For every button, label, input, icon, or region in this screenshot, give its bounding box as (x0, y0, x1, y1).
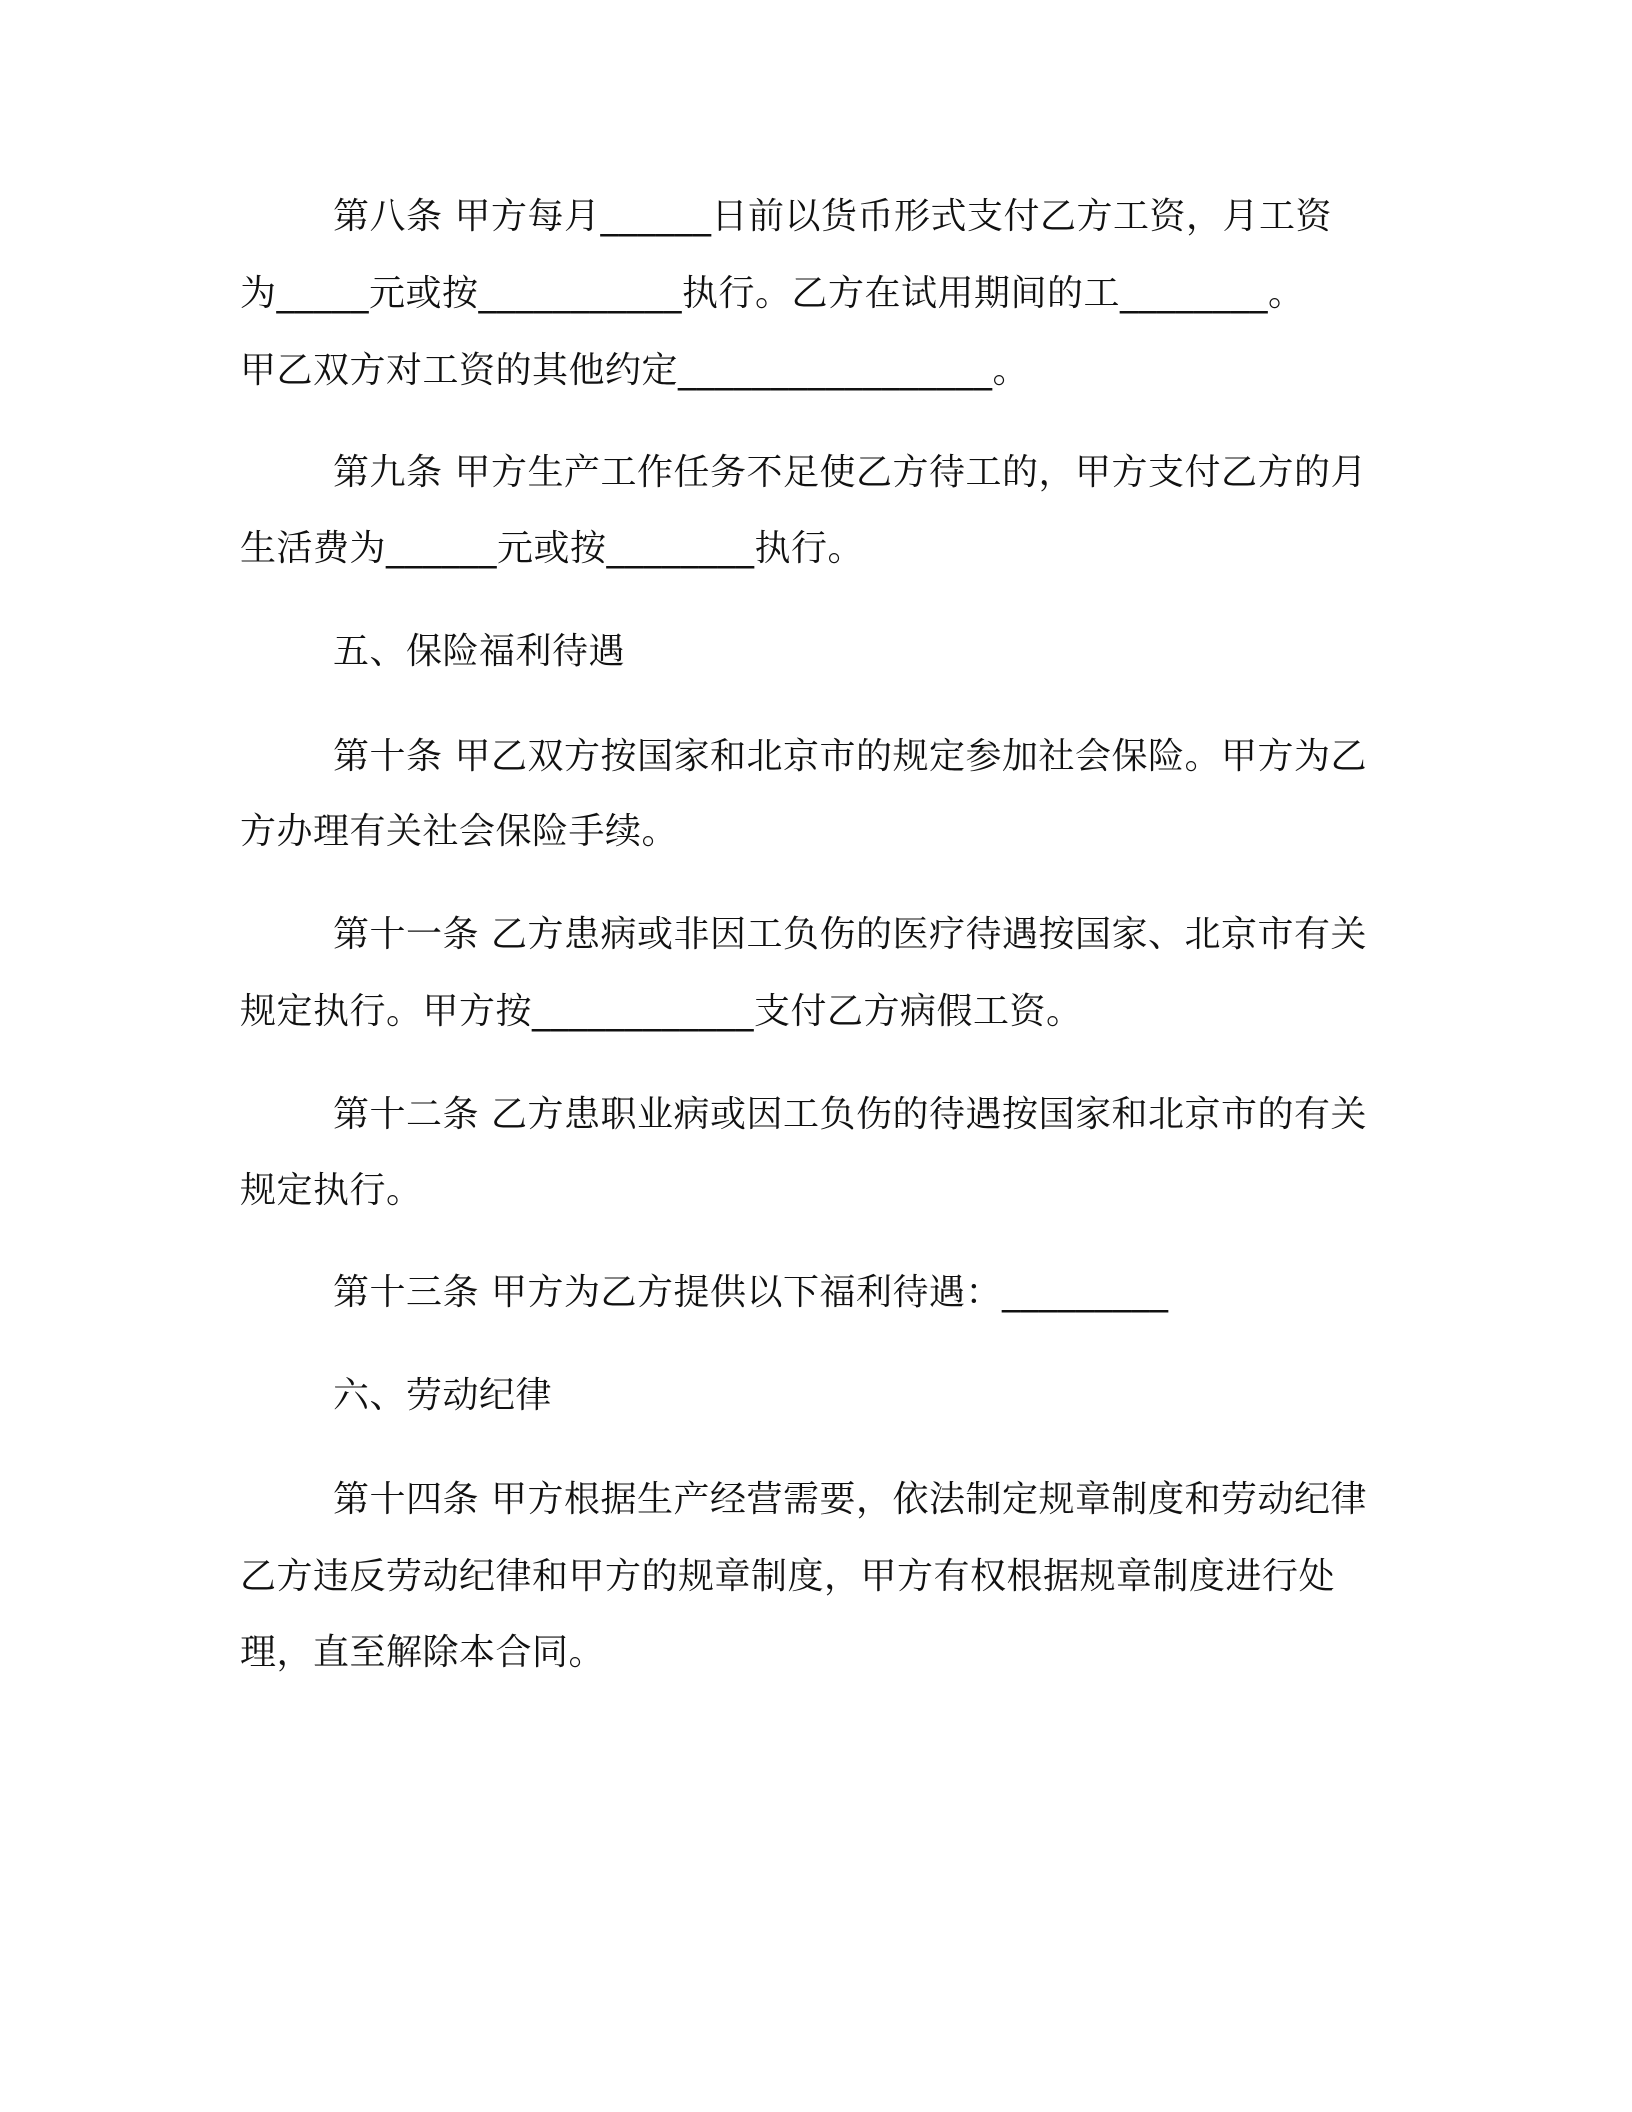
article-12-line-2: 规定执行。 (240, 1170, 423, 1211)
section-5-heading: 五、保险福利待遇 (333, 631, 626, 672)
article-12-line-1: 第十二条 乙方患职业病或因工负伤的待遇按国家和北京市的有关 (333, 1094, 1367, 1135)
article-8-line-3: 甲乙双方对工资的其他约定_________________。 (240, 350, 1030, 391)
article-14-line-1: 第十四条 甲方根据生产经营需要，依法制定规章制度和劳动纪律 (333, 1479, 1367, 1520)
article-14-line-2: 乙方违反劳动纪律和甲方的规章制度，甲方有权根据规章制度进行处 (240, 1556, 1336, 1597)
article-10-line-1: 第十条 甲乙双方按国家和北京市的规定参加社会保险。甲方为乙 (333, 736, 1367, 777)
article-8-line-2: 为_____元或按___________执行。乙方在试用期间的工________。 (240, 273, 1305, 314)
article-10-line-2: 方办理有关社会保险手续。 (240, 811, 679, 852)
article-11-line-2: 规定执行。甲方按____________支付乙方病假工资。 (240, 991, 1083, 1032)
article-9-line-2: 生活费为______元或按________执行。 (240, 528, 865, 569)
section-6-heading: 六、劳动纪律 (333, 1375, 553, 1416)
article-14-line-3: 理，直至解除本合同。 (240, 1632, 606, 1673)
article-11-line-1: 第十一条 乙方患病或非因工负伤的医疗待遇按国家、北京市有关 (333, 914, 1367, 955)
article-13-line-1: 第十三条 甲方为乙方提供以下福利待遇：_________ (333, 1272, 1169, 1313)
article-8-line-1: 第八条 甲方每月______日前以货币形式支付乙方工资，月工资 (333, 196, 1332, 237)
article-9-line-1: 第九条 甲方生产工作任务不足使乙方待工的，甲方支付乙方的月 (333, 452, 1367, 493)
